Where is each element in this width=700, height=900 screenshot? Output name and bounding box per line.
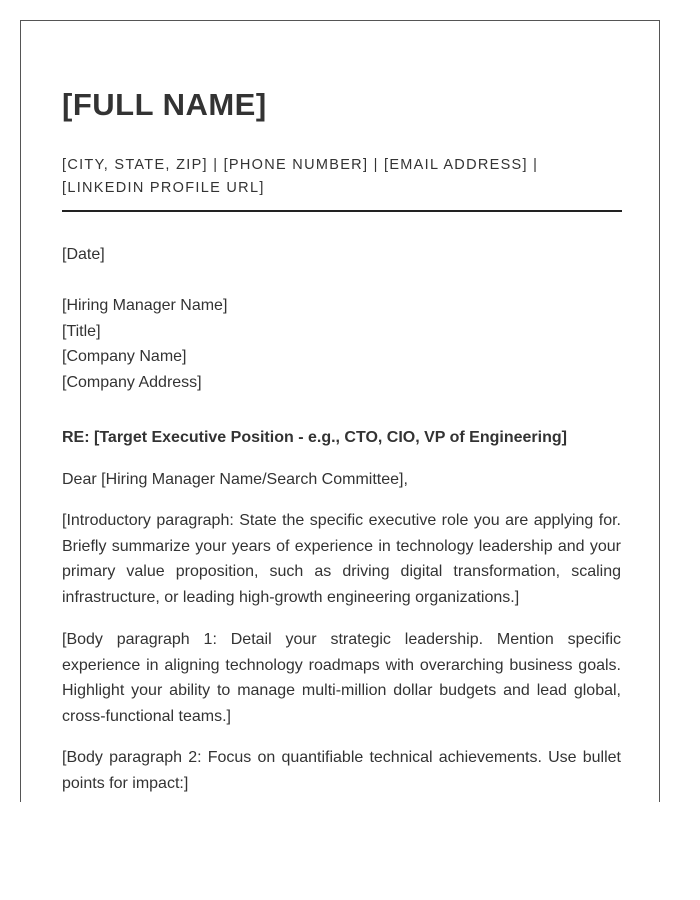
letter-date: [Date]: [62, 246, 105, 263]
body-paragraph-1: [Body paragraph 1: Detail your strategic leadership. Mention specific experience in aligning technology roadmaps with overarching business goals. Highlight your ability to manage multi-million dollar budgets and lead global, cross-functional teams.]: [62, 631, 621, 725]
document-page: [20, 20, 660, 802]
header-divider: [62, 210, 622, 212]
body-paragraph-2: [Body paragraph 2: Focus on quantifiable technical achievements. Use bullet points for impact:]: [62, 749, 621, 792]
recipient-address: [Company Address]: [62, 373, 202, 391]
recipient-block: [62, 293, 227, 395]
salutation: Dear [Hiring Manager Name/Search Committee],: [62, 471, 408, 488]
full-name-heading: [FULL NAME]: [62, 87, 267, 122]
recipient-company: [Company Name]: [62, 348, 187, 366]
recipient-title: [Title]: [62, 322, 101, 340]
recipient-name: [Hiring Manager Name]: [62, 297, 228, 314]
contact-info-line: [CITY, STATE, ZIP] | [PHONE NUMBER] | [EMAIL ADDRESS] | [LINKEDIN PROFILE URL]: [62, 157, 539, 196]
intro-paragraph: [Introductory paragraph: State the specific executive role you are applying for. Briefly summarize your years of experience in technology leadership and your primary value proposition, such as driving digital transformation, scaling infrastructure, or leading high-growth engineering organizations.]: [62, 512, 621, 606]
subject-line: RE: [Target Executive Position - e.g., CTO, CIO, VP of Engineering]: [62, 429, 567, 446]
